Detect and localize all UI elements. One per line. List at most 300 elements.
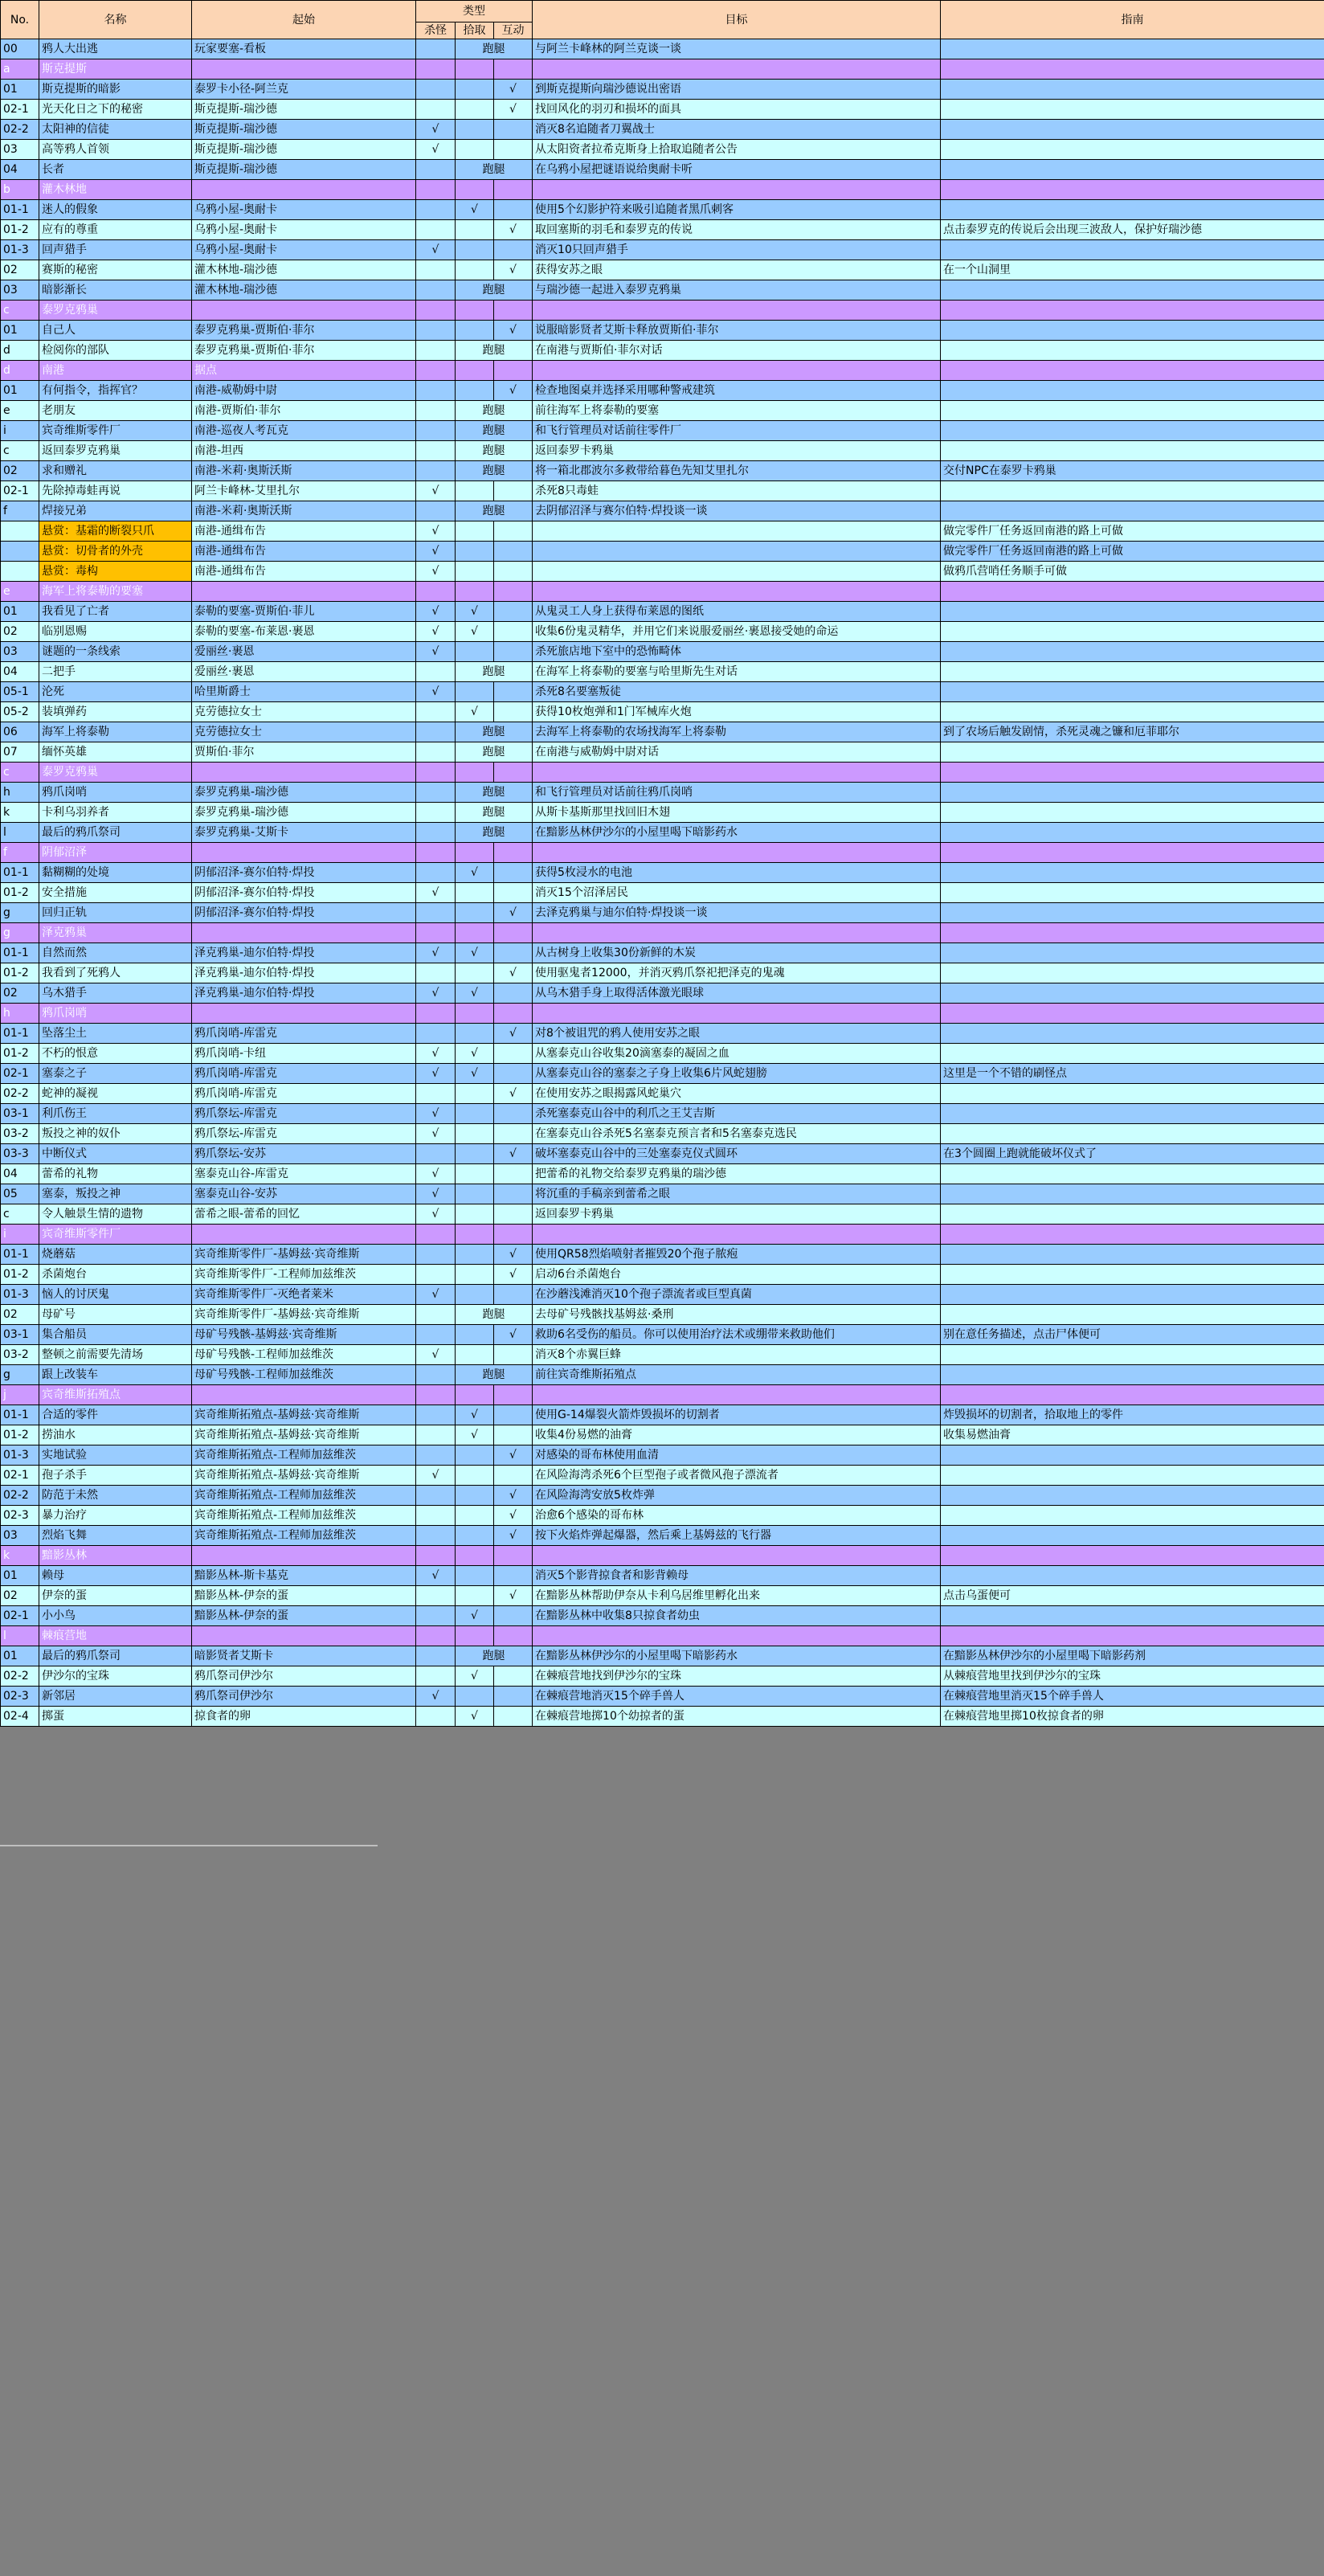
pickup-check[interactable] (456, 100, 494, 120)
header-interact[interactable]: 互动 (494, 22, 533, 39)
goal-cell[interactable] (533, 180, 941, 200)
quest-guide[interactable] (941, 883, 1324, 903)
kill-check[interactable]: √ (416, 1566, 456, 1586)
kill-check[interactable] (416, 1707, 456, 1727)
kill-check[interactable]: √ (416, 1285, 456, 1305)
quest-guide[interactable] (941, 803, 1324, 823)
goal-cell[interactable] (533, 1546, 941, 1566)
interact-check[interactable]: √ (494, 1245, 533, 1265)
quest-guide[interactable] (941, 642, 1324, 662)
quest-no[interactable]: 01 (1, 80, 39, 100)
quest-goal[interactable]: 对感染的哥布林使用血清 (533, 1445, 941, 1466)
quest-no[interactable] (1, 542, 39, 562)
guide-cell[interactable] (941, 1385, 1324, 1405)
header-no[interactable]: No. (1, 1, 39, 39)
kill-check[interactable] (416, 1265, 456, 1285)
quest-start[interactable]: 南港-通缉布告 (192, 562, 416, 582)
quest-start[interactable]: 斯克提斯-瑞沙德 (192, 100, 416, 120)
pickup-check[interactable] (456, 1325, 494, 1345)
quest-guide[interactable] (941, 823, 1324, 843)
section-name[interactable]: 泰罗克鸦巢 (39, 763, 192, 783)
quest-start[interactable]: 鸦爪岗哨-库雷克 (192, 1084, 416, 1104)
pickup-check[interactable]: √ (456, 1405, 494, 1425)
pickup-check[interactable]: √ (456, 1606, 494, 1626)
quest-start[interactable]: 黯影丛林-斯卡基克 (192, 1566, 416, 1586)
interact-check[interactable] (494, 642, 533, 662)
pickup-check[interactable]: √ (456, 1707, 494, 1727)
quest-guide[interactable] (941, 200, 1324, 220)
quest-start[interactable]: 南港-巡夜人考瓦克 (192, 421, 416, 441)
quest-goal[interactable]: 返回泰罗卡鸦巢 (533, 1204, 941, 1225)
interact-cell[interactable] (494, 1385, 533, 1405)
quest-no[interactable]: 02-4 (1, 1707, 39, 1727)
quest-goal[interactable]: 消灭10只回声猎手 (533, 240, 941, 260)
quest-start[interactable]: 鸦爪祭坛-安苏 (192, 1144, 416, 1164)
section-name[interactable]: 阴郁沼泽 (39, 843, 192, 863)
quest-no[interactable]: 02-2 (1, 1084, 39, 1104)
quest-start[interactable]: 宾奇维斯零件厂-工程师加兹维茨 (192, 1265, 416, 1285)
guide-cell[interactable] (941, 1546, 1324, 1566)
interact-check[interactable]: √ (494, 80, 533, 100)
quest-guide[interactable] (941, 1566, 1324, 1586)
interact-check[interactable]: √ (494, 1144, 533, 1164)
interact-check[interactable] (494, 1044, 533, 1064)
quest-guide[interactable] (941, 903, 1324, 923)
quest-name[interactable]: 焊接兄弟 (39, 501, 192, 521)
header-type[interactable]: 类型 (416, 1, 533, 22)
errand-label[interactable]: 跑腿 (456, 823, 533, 843)
errand-label[interactable]: 跑腿 (456, 280, 533, 301)
quest-goal[interactable]: 检查地图桌并选择采用哪种警戒建筑 (533, 381, 941, 401)
quest-name[interactable]: 小小鸟 (39, 1606, 192, 1626)
quest-guide[interactable] (941, 441, 1324, 461)
quest-goal[interactable]: 杀死旅店地下室中的恐怖畸体 (533, 642, 941, 662)
pickup-check[interactable]: √ (456, 1666, 494, 1687)
quest-start[interactable]: 鸦爪岗哨-库雷克 (192, 1064, 416, 1084)
quest-no[interactable]: 01-1 (1, 1405, 39, 1425)
quest-name[interactable]: 赛斯的秘密 (39, 260, 192, 280)
pickup-check[interactable]: √ (456, 702, 494, 722)
quest-goal[interactable]: 在海军上将泰勒的要塞与哈里斯先生对话 (533, 662, 941, 682)
kill-check[interactable] (416, 260, 456, 280)
quest-goal[interactable]: 从古树身上收集30份新鲜的木炭 (533, 943, 941, 963)
quest-name[interactable]: 烧蘑菇 (39, 1245, 192, 1265)
quest-no[interactable]: c (1, 441, 39, 461)
quest-no[interactable]: 03-1 (1, 1325, 39, 1345)
quest-goal[interactable]: 去海军上将泰勒的农场找海军上将泰勒 (533, 722, 941, 742)
quest-name[interactable]: 迷人的假象 (39, 200, 192, 220)
kill-cell[interactable] (416, 1385, 456, 1405)
quest-goal[interactable]: 消灭15个沼泽居民 (533, 883, 941, 903)
pickup-cell[interactable] (456, 180, 494, 200)
kill-check[interactable]: √ (416, 1064, 456, 1084)
goal-cell[interactable] (533, 301, 941, 321)
interact-check[interactable] (494, 983, 533, 1004)
kill-check[interactable] (416, 803, 456, 823)
kill-check[interactable]: √ (416, 682, 456, 702)
quest-goal[interactable]: 按下火焰炸弹起爆器，然后乘上基姆兹的飞行器 (533, 1526, 941, 1546)
quest-goal[interactable]: 救助6名受伤的船员。你可以使用治疗法术或绷带来救助他们 (533, 1325, 941, 1345)
interact-check[interactable]: √ (494, 1486, 533, 1506)
goal-cell[interactable] (533, 763, 941, 783)
quest-start[interactable]: 阴郁沼泽-赛尔伯特·焊投 (192, 903, 416, 923)
pickup-check[interactable] (456, 1084, 494, 1104)
quest-start[interactable]: 南港-通缉布告 (192, 521, 416, 542)
quest-name[interactable]: 最后的鸦爪祭司 (39, 1646, 192, 1666)
guide-cell[interactable] (941, 582, 1324, 602)
quest-guide[interactable]: 从棘痕营地里找到伊沙尔的宝珠 (941, 1666, 1324, 1687)
pickup-check[interactable] (456, 481, 494, 501)
quest-name[interactable]: 海军上将泰勒 (39, 722, 192, 742)
kill-check[interactable] (416, 702, 456, 722)
kill-check[interactable]: √ (416, 1466, 456, 1486)
quest-guide[interactable] (941, 863, 1324, 883)
interact-check[interactable]: √ (494, 220, 533, 240)
quest-no[interactable]: 01-2 (1, 220, 39, 240)
quest-no[interactable]: 05-1 (1, 682, 39, 702)
section-start[interactable] (192, 301, 416, 321)
kill-check[interactable]: √ (416, 983, 456, 1004)
quest-name[interactable]: 悬赏：毒构 (39, 562, 192, 582)
quest-no[interactable]: 02 (1, 1305, 39, 1325)
section-start[interactable] (192, 1626, 416, 1646)
kill-check[interactable] (416, 783, 456, 803)
quest-guide[interactable] (941, 1526, 1324, 1546)
pickup-check[interactable] (456, 542, 494, 562)
quest-start[interactable]: 斯克提斯-瑞沙德 (192, 140, 416, 160)
errand-label[interactable]: 跑腿 (456, 341, 533, 361)
kill-check[interactable] (416, 1586, 456, 1606)
section-name[interactable]: 黯影丛林 (39, 1546, 192, 1566)
quest-no[interactable]: 02 (1, 461, 39, 481)
section-name[interactable]: 棘痕营地 (39, 1626, 192, 1646)
quest-start[interactable]: 乌鸦小屋-奥耐卡 (192, 200, 416, 220)
section-name[interactable]: 宾奇维斯零件厂 (39, 1225, 192, 1245)
quest-start[interactable]: 南港-米莉·奥斯沃斯 (192, 501, 416, 521)
quest-guide[interactable] (941, 481, 1324, 501)
quest-no[interactable]: 03-2 (1, 1345, 39, 1365)
quest-name[interactable]: 悬赏：基霜的断裂只爪 (39, 521, 192, 542)
quest-guide[interactable] (941, 39, 1324, 59)
quest-goal[interactable]: 前往海军上将泰勒的要塞 (533, 401, 941, 421)
quest-guide[interactable] (941, 160, 1324, 180)
quest-name[interactable]: 掷蛋 (39, 1707, 192, 1727)
quest-start[interactable]: 塞泰克山谷-库雷克 (192, 1164, 416, 1184)
quest-start[interactable]: 乌鸦小屋-奥耐卡 (192, 240, 416, 260)
section-start[interactable] (192, 1225, 416, 1245)
interact-cell[interactable] (494, 59, 533, 80)
quest-no[interactable]: 03 (1, 280, 39, 301)
quest-name[interactable]: 鸦人大出逃 (39, 39, 192, 59)
quest-name[interactable]: 蛇神的凝视 (39, 1084, 192, 1104)
quest-no[interactable] (1, 562, 39, 582)
quest-guide[interactable] (941, 1506, 1324, 1526)
pickup-check[interactable] (456, 1526, 494, 1546)
quest-name[interactable]: 跟上改装车 (39, 1365, 192, 1385)
pickup-check[interactable] (456, 1204, 494, 1225)
section-start[interactable]: 据点 (192, 361, 416, 381)
quest-goal[interactable]: 使用5个幻影护符来吸引追随者黑爪刺客 (533, 200, 941, 220)
quest-start[interactable]: 泰勒的要塞-布莱恩·裹恩 (192, 622, 416, 642)
guide-cell[interactable] (941, 59, 1324, 80)
kill-check[interactable] (416, 1024, 456, 1044)
quest-start[interactable]: 乌鸦小屋-奥耐卡 (192, 220, 416, 240)
guide-cell[interactable] (941, 923, 1324, 943)
section-no[interactable]: i (1, 1225, 39, 1245)
kill-check[interactable] (416, 1325, 456, 1345)
kill-check[interactable] (416, 1144, 456, 1164)
quest-guide[interactable] (941, 401, 1324, 421)
quest-goal[interactable]: 在黯影丛林伊沙尔的小屋里喝下暗影药水 (533, 823, 941, 843)
quest-name[interactable]: 悬赏：切骨者的外壳 (39, 542, 192, 562)
interact-check[interactable]: √ (494, 1445, 533, 1466)
quest-no[interactable]: 02-2 (1, 1486, 39, 1506)
goal-cell[interactable] (533, 582, 941, 602)
kill-check[interactable] (416, 421, 456, 441)
pickup-check[interactable]: √ (456, 863, 494, 883)
quest-start[interactable]: 宾奇维斯零件厂-基姆兹·宾奇维斯 (192, 1305, 416, 1325)
quest-name[interactable]: 高等鸦人首领 (39, 140, 192, 160)
quest-start[interactable]: 黯影丛林-伊奈的蛋 (192, 1606, 416, 1626)
kill-check[interactable]: √ (416, 1184, 456, 1204)
kill-cell[interactable] (416, 843, 456, 863)
quest-name[interactable]: 杀菌炮台 (39, 1265, 192, 1285)
interact-check[interactable] (494, 883, 533, 903)
quest-start[interactable]: 泰罗卡小径-阿兰克 (192, 80, 416, 100)
quest-guide[interactable]: 在黯影丛林伊沙尔的小屋里喝下暗影药剂 (941, 1646, 1324, 1666)
quest-goal[interactable]: 消灭8名追随者刀翼战士 (533, 120, 941, 140)
quest-goal[interactable]: 破坏塞泰克山谷中的三处塞泰克仪式圆环 (533, 1144, 941, 1164)
quest-no[interactable]: 02-1 (1, 1064, 39, 1084)
kill-check[interactable] (416, 823, 456, 843)
section-no[interactable]: k (1, 1546, 39, 1566)
quest-guide[interactable]: 到了农场后触发剧情，杀死灵魂之镰和厄菲耶尔 (941, 722, 1324, 742)
kill-check[interactable] (416, 1606, 456, 1626)
quest-goal[interactable]: 在使用安苏之眼揭露风蛇巢穴 (533, 1084, 941, 1104)
quest-start[interactable]: 爱丽丝·裹恩 (192, 662, 416, 682)
kill-check[interactable] (416, 381, 456, 401)
quest-no[interactable]: 02-1 (1, 481, 39, 501)
interact-check[interactable] (494, 240, 533, 260)
pickup-cell[interactable] (456, 361, 494, 381)
quest-guide[interactable] (941, 742, 1324, 763)
quest-guide[interactable] (941, 280, 1324, 301)
kill-check[interactable] (416, 662, 456, 682)
pickup-check[interactable]: √ (456, 1064, 494, 1084)
kill-check[interactable] (416, 1445, 456, 1466)
quest-guide[interactable] (941, 1606, 1324, 1626)
quest-no[interactable]: l (1, 823, 39, 843)
interact-check[interactable] (494, 1124, 533, 1144)
interact-check[interactable] (494, 481, 533, 501)
kill-check[interactable] (416, 1506, 456, 1526)
quest-name[interactable]: 有何指令，指挥官？ (39, 381, 192, 401)
quest-no[interactable]: 02-1 (1, 1606, 39, 1626)
kill-cell[interactable] (416, 1225, 456, 1245)
errand-label[interactable]: 跑腿 (456, 461, 533, 481)
quest-name[interactable]: 利爪伤王 (39, 1104, 192, 1124)
quest-start[interactable]: 南港-米莉·奥斯沃斯 (192, 461, 416, 481)
quest-name[interactable]: 防范于未然 (39, 1486, 192, 1506)
errand-label[interactable]: 跑腿 (456, 722, 533, 742)
pickup-check[interactable] (456, 1184, 494, 1204)
guide-cell[interactable] (941, 843, 1324, 863)
pickup-check[interactable] (456, 220, 494, 240)
quest-start[interactable]: 母矿号残骸-工程师加兹维茨 (192, 1365, 416, 1385)
quest-start[interactable]: 泰罗克鸦巢-瑞沙德 (192, 783, 416, 803)
errand-label[interactable]: 跑腿 (456, 742, 533, 763)
quest-no[interactable]: 05 (1, 1184, 39, 1204)
quest-no[interactable]: k (1, 803, 39, 823)
quest-start[interactable]: 宾奇维斯拓殖点-工程师加兹维茨 (192, 1506, 416, 1526)
quest-guide[interactable] (941, 1044, 1324, 1064)
interact-check[interactable] (494, 682, 533, 702)
quest-start[interactable]: 蕾希之眼-蕾希的回忆 (192, 1204, 416, 1225)
quest-goal[interactable]: 杀死8名要塞叛徒 (533, 682, 941, 702)
quest-start[interactable]: 母矿号残骸-基姆兹·宾奇维斯 (192, 1325, 416, 1345)
kill-check[interactable]: √ (416, 602, 456, 622)
errand-label[interactable]: 跑腿 (456, 401, 533, 421)
pickup-check[interactable] (456, 260, 494, 280)
quest-goal[interactable]: 和飞行管理员对话前往零件厂 (533, 421, 941, 441)
quest-name[interactable]: 恼人的讨厌鬼 (39, 1285, 192, 1305)
quest-name[interactable]: 集合船员 (39, 1325, 192, 1345)
pickup-check[interactable]: √ (456, 602, 494, 622)
kill-check[interactable] (416, 1245, 456, 1265)
pickup-cell[interactable] (456, 1004, 494, 1024)
quest-start[interactable]: 泽克鸦巢-迪尔伯特·焊投 (192, 943, 416, 963)
pickup-cell[interactable] (456, 59, 494, 80)
quest-name[interactable]: 谜题的一条线索 (39, 642, 192, 662)
guide-cell[interactable] (941, 1225, 1324, 1245)
interact-check[interactable]: √ (494, 381, 533, 401)
quest-name[interactable]: 缅怀英雄 (39, 742, 192, 763)
quest-guide[interactable] (941, 1245, 1324, 1265)
guide-cell[interactable] (941, 1626, 1324, 1646)
kill-check[interactable] (416, 280, 456, 301)
quest-guide[interactable] (941, 1104, 1324, 1124)
pickup-check[interactable] (456, 1506, 494, 1526)
quest-no[interactable]: 01 (1, 321, 39, 341)
header-pickup[interactable]: 拾取 (456, 22, 494, 39)
quest-name[interactable]: 黏糊糊的处境 (39, 863, 192, 883)
quest-name[interactable]: 乌木猎手 (39, 983, 192, 1004)
interact-cell[interactable] (494, 582, 533, 602)
quest-no[interactable]: 01-1 (1, 200, 39, 220)
quest-goal[interactable]: 和飞行管理员对话前往鸦爪岗哨 (533, 783, 941, 803)
quest-start[interactable]: 鸦爪祭坛-库雷克 (192, 1124, 416, 1144)
quest-start[interactable]: 斯克提斯-瑞沙德 (192, 160, 416, 180)
quest-no[interactable]: d (1, 341, 39, 361)
quest-no[interactable]: 05-2 (1, 702, 39, 722)
quest-no[interactable]: 02-3 (1, 1687, 39, 1707)
pickup-check[interactable] (456, 642, 494, 662)
quest-name[interactable]: 光天化日之下的秘密 (39, 100, 192, 120)
pickup-check[interactable] (456, 1024, 494, 1044)
kill-check[interactable] (416, 200, 456, 220)
quest-goal[interactable]: 杀死8只毒蛙 (533, 481, 941, 501)
quest-name[interactable]: 安全措施 (39, 883, 192, 903)
header-name[interactable]: 名称 (39, 1, 192, 39)
pickup-check[interactable] (456, 321, 494, 341)
interact-cell[interactable] (494, 843, 533, 863)
kill-check[interactable]: √ (416, 1687, 456, 1707)
kill-check[interactable] (416, 1084, 456, 1104)
quest-guide[interactable] (941, 662, 1324, 682)
errand-label[interactable]: 跑腿 (456, 783, 533, 803)
quest-name[interactable]: 我看到了死鸦人 (39, 963, 192, 983)
kill-check[interactable] (416, 1526, 456, 1546)
quest-name[interactable]: 暗影渐长 (39, 280, 192, 301)
quest-goal[interactable]: 去母矿号残骸找基姆兹·桑刑 (533, 1305, 941, 1325)
quest-guide[interactable]: 交付NPC在泰罗卡鸦巢 (941, 461, 1324, 481)
quest-start[interactable]: 鸦爪岗哨-卡纽 (192, 1044, 416, 1064)
quest-name[interactable]: 伊奈的蛋 (39, 1586, 192, 1606)
quest-start[interactable]: 掠食者的卵 (192, 1707, 416, 1727)
interact-cell[interactable] (494, 1546, 533, 1566)
quest-no[interactable]: 02-1 (1, 100, 39, 120)
quest-no[interactable]: 02-2 (1, 1666, 39, 1687)
quest-goal[interactable]: 使用QR58烈焰喷射者摧毁20个孢子脓疱 (533, 1245, 941, 1265)
pickup-cell[interactable] (456, 1385, 494, 1405)
kill-check[interactable]: √ (416, 140, 456, 160)
quest-name[interactable]: 先除掉毒蛙再说 (39, 481, 192, 501)
quest-goal[interactable]: 在风险海湾安放5枚炸弹 (533, 1486, 941, 1506)
quest-no[interactable]: g (1, 1365, 39, 1385)
kill-check[interactable]: √ (416, 1345, 456, 1365)
interact-check[interactable]: √ (494, 321, 533, 341)
quest-goal[interactable]: 使用驱鬼者12000，并消灭鸦爪祭祀把泽克的鬼魂 (533, 963, 941, 983)
section-no[interactable]: a (1, 59, 39, 80)
quest-goal[interactable]: 找回风化的羽刃和损坏的面具 (533, 100, 941, 120)
quest-start[interactable]: 宾奇维斯拓殖点-基姆兹·宾奇维斯 (192, 1466, 416, 1486)
quest-start[interactable]: 鸦爪岗哨-库雷克 (192, 1024, 416, 1044)
quest-goal[interactable] (533, 542, 941, 562)
interact-check[interactable]: √ (494, 1265, 533, 1285)
quest-no[interactable]: 01-1 (1, 1245, 39, 1265)
quest-guide[interactable] (941, 1184, 1324, 1204)
quest-name[interactable]: 蕾希的礼物 (39, 1164, 192, 1184)
header-kill[interactable]: 杀怪 (416, 22, 456, 39)
quest-name[interactable]: 回声猎手 (39, 240, 192, 260)
kill-check[interactable]: √ (416, 542, 456, 562)
interact-cell[interactable] (494, 1626, 533, 1646)
quest-guide[interactable] (941, 1305, 1324, 1325)
kill-check[interactable] (416, 1666, 456, 1687)
section-start[interactable] (192, 843, 416, 863)
quest-start[interactable]: 灌木林地-瑞沙德 (192, 260, 416, 280)
interact-cell[interactable] (494, 923, 533, 943)
quest-start[interactable]: 泰罗克鸦巢-贾斯伯·菲尔 (192, 321, 416, 341)
quest-name[interactable]: 令人触景生情的遗物 (39, 1204, 192, 1225)
quest-start[interactable]: 南港-坦西 (192, 441, 416, 461)
quest-goal[interactable]: 收集6份鬼灵精华，并用它们来说服爱丽丝·裹恩接受她的命运 (533, 622, 941, 642)
quest-name[interactable]: 宾奇维斯零件厂 (39, 421, 192, 441)
pickup-cell[interactable] (456, 923, 494, 943)
quest-guide[interactable]: 炸毁损坏的切割者，拾取地上的零件 (941, 1405, 1324, 1425)
quest-guide[interactable]: 在棘痕营地里掷10枚掠食者的卵 (941, 1707, 1324, 1727)
quest-name[interactable]: 返回泰罗克鸦巢 (39, 441, 192, 461)
pickup-check[interactable] (456, 80, 494, 100)
pickup-cell[interactable] (456, 582, 494, 602)
pickup-check[interactable] (456, 381, 494, 401)
quest-guide[interactable]: 做完零件厂任务返回南港的路上可做 (941, 542, 1324, 562)
quest-guide[interactable]: 收集易燃油膏 (941, 1425, 1324, 1445)
kill-cell[interactable] (416, 1546, 456, 1566)
quest-no[interactable]: 04 (1, 1164, 39, 1184)
interact-cell[interactable] (494, 1004, 533, 1024)
kill-check[interactable] (416, 1646, 456, 1666)
